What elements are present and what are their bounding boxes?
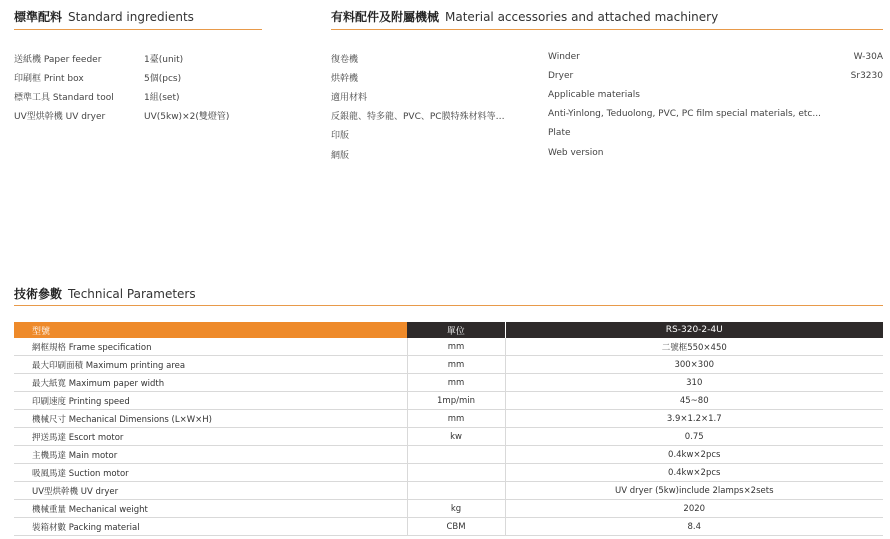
param-value: 2020 <box>505 500 883 518</box>
standard-title-cn: 標準配料 <box>14 10 63 24</box>
param-name: 最大印刷面積 Maximum printing area <box>14 356 407 374</box>
param-name: 機械尺寸 Mechanical Dimensions (L×W×H) <box>14 410 407 428</box>
param-name: 印刷速度 Printing speed <box>14 392 407 410</box>
standard-item-name: UV型烘幹機 UV dryer <box>14 112 106 122</box>
standard-title-en: Standard ingredients <box>68 10 194 24</box>
param-unit: kw <box>407 428 505 446</box>
param-name: 吸風馬達 Suction motor <box>14 464 407 482</box>
accessory-model: W-30A <box>853 52 883 62</box>
accessory-model: Sr3230 <box>850 71 883 81</box>
standard-item-name: 送紙機 Paper feeder <box>14 55 102 65</box>
param-value: UV dryer (5kw)include 2lamps×2sets <box>505 482 883 500</box>
accessories-heading <box>331 8 718 25</box>
param-name: 裝箱材數 Packing material <box>14 518 407 536</box>
table-row <box>14 446 883 464</box>
standard-item-value: 5個(pcs) <box>144 74 182 84</box>
header-model-number: RS-320-2-4U <box>505 322 883 338</box>
param-unit <box>407 446 505 464</box>
param-unit: CBM <box>407 518 505 536</box>
param-value: 8.4 <box>505 518 883 536</box>
table-row <box>14 410 883 428</box>
technical-heading <box>14 285 196 302</box>
param-name: UV型烘幹機 UV dryer <box>14 482 407 500</box>
technical-title-en: Technical Parameters <box>68 287 196 301</box>
param-value: 3.9×1.2×1.7 <box>505 410 883 428</box>
standard-item-value: 1臺(unit) <box>144 55 184 65</box>
param-value: 二號框550×450 <box>505 338 883 356</box>
param-value: 300×300 <box>505 356 883 374</box>
table-row <box>14 482 883 500</box>
accessory-cn: 網版 <box>331 151 350 161</box>
accessories-title-en: Material accessories and attached machinery <box>445 10 719 24</box>
param-unit <box>407 482 505 500</box>
table-row <box>14 374 883 392</box>
accessory-en: Anti-Yinlong, Teduolong, PVC, PC film special materials, etc... <box>548 109 821 119</box>
accessory-en: Applicable materials <box>548 90 640 100</box>
header-model: 型號 <box>14 322 407 338</box>
standard-item-name: 印刷框 Print box <box>14 74 84 84</box>
param-name: 主機馬達 Main motor <box>14 446 407 464</box>
standard-divider <box>14 29 262 30</box>
header-unit: 單位 <box>407 322 505 338</box>
accessory-cn: 烘幹機 <box>331 74 359 84</box>
standard-item-value: UV(5kw)×2(雙燈管) <box>144 112 230 122</box>
technical-divider <box>14 305 883 306</box>
accessory-en: Winder <box>548 52 580 62</box>
param-name: 網框規格 Frame specification <box>14 338 407 356</box>
technical-title-cn: 技術參數 <box>14 287 63 301</box>
standard-item-value: 1組(set) <box>144 93 180 103</box>
param-name: 最大紙寬 Maximum paper width <box>14 374 407 392</box>
technical-parameters-table <box>14 322 883 536</box>
table-row <box>14 428 883 446</box>
accessory-en: Dryer <box>548 71 574 81</box>
accessories-divider <box>331 29 883 30</box>
accessory-en: Plate <box>548 128 571 138</box>
param-unit: mm <box>407 338 505 356</box>
param-unit <box>407 464 505 482</box>
accessory-en: Web version <box>548 148 604 158</box>
param-unit: kg <box>407 500 505 518</box>
accessory-cn: 印版 <box>331 131 350 141</box>
table-header-row <box>14 322 883 338</box>
standard-heading <box>14 8 194 25</box>
table-row <box>14 392 883 410</box>
accessory-cn: 復卷機 <box>331 55 359 65</box>
param-name: 押送馬達 Escort motor <box>14 428 407 446</box>
table-row <box>14 338 883 356</box>
param-name: 機械重量 Mechanical weight <box>14 500 407 518</box>
accessories-title-cn: 有料配件及附屬機械 <box>331 10 440 24</box>
param-value: 0.4kw×2pcs <box>505 446 883 464</box>
param-unit: mm <box>407 374 505 392</box>
accessory-cn: 反銀龍、特多龍、PVC、PC膜特殊材料等… <box>331 112 505 122</box>
param-value: 0.75 <box>505 428 883 446</box>
table-row <box>14 464 883 482</box>
param-unit: mm <box>407 410 505 428</box>
param-value: 45~80 <box>505 392 883 410</box>
param-unit: mm <box>407 356 505 374</box>
param-unit: 1mp/min <box>407 392 505 410</box>
param-value: 310 <box>505 374 883 392</box>
table-row <box>14 500 883 518</box>
standard-item-name: 標準工具 Standard tool <box>14 93 114 103</box>
param-value: 0.4kw×2pcs <box>505 464 883 482</box>
table-row <box>14 518 883 536</box>
table-row <box>14 356 883 374</box>
accessory-cn: 適用材料 <box>331 93 368 103</box>
